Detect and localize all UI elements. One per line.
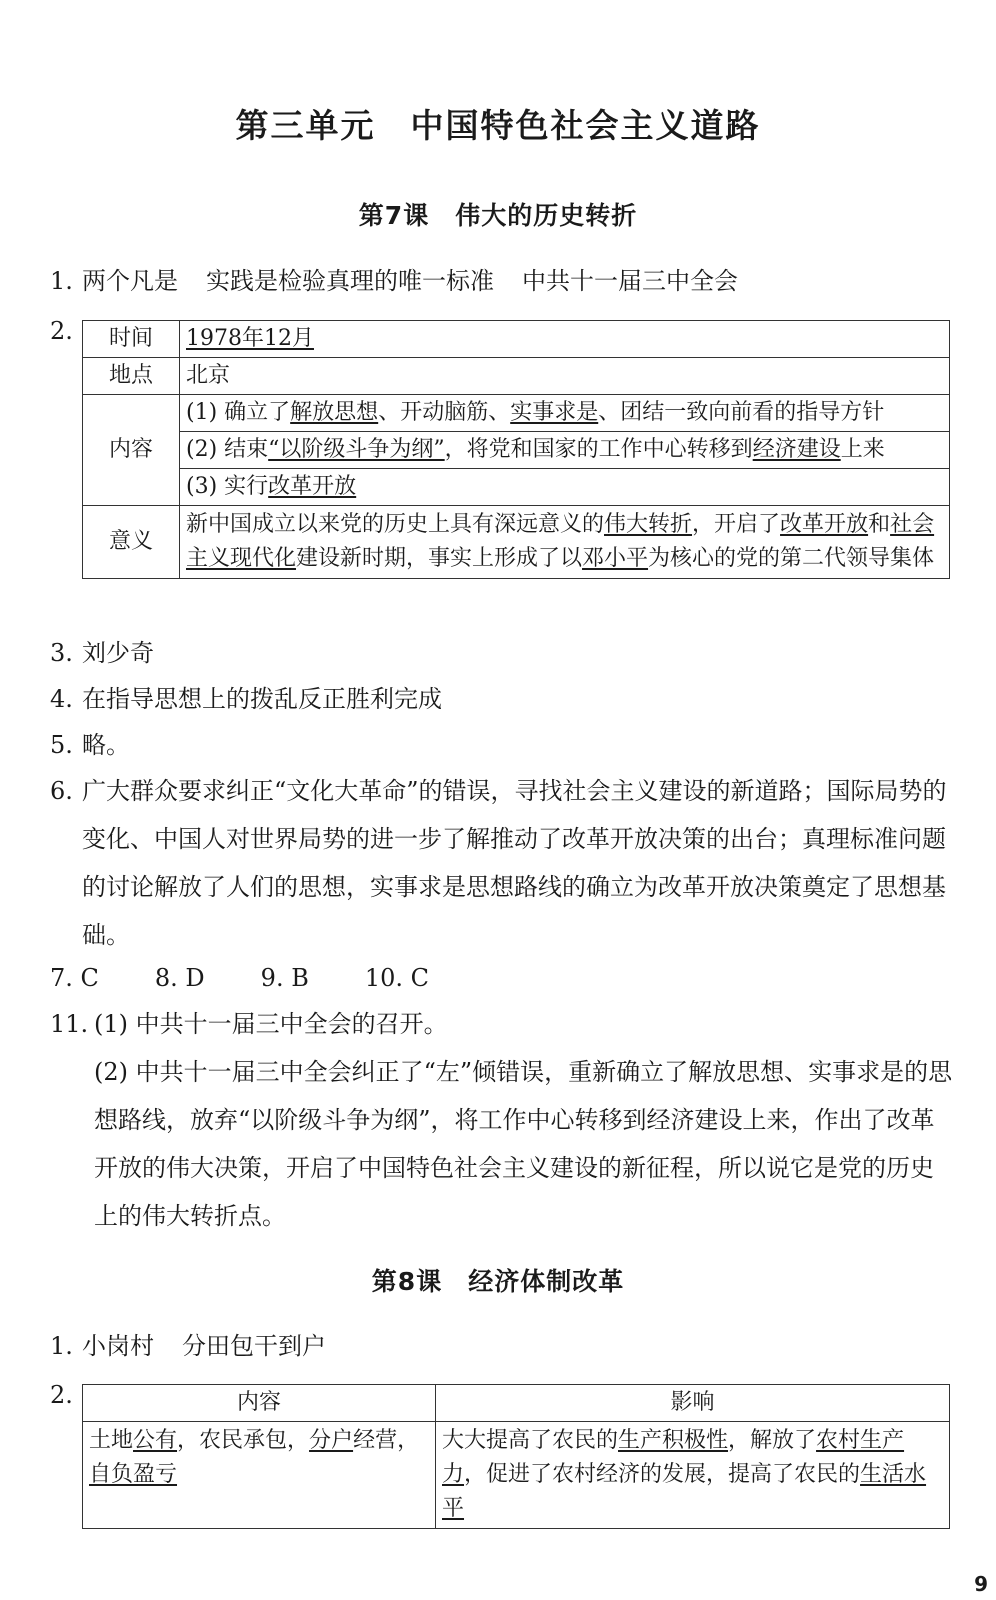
table-row bbox=[83, 395, 950, 432]
header-content: 内容 bbox=[83, 1385, 436, 1422]
l7-q5: 5. 略。 bbox=[50, 731, 130, 759]
l7-q11-num: 11. bbox=[50, 1010, 89, 1038]
table-row bbox=[83, 506, 950, 579]
answer-10: 10. C bbox=[364, 964, 430, 992]
place-label: 地点 bbox=[83, 358, 180, 395]
content-1: (1) 确立了解放思想、开动脑筋、实事求是、团结一致向前看的指导方针 bbox=[180, 395, 950, 432]
cell-content: 土地公有，农民承包，分户经营，自负盈亏 bbox=[83, 1422, 436, 1529]
content-2: (2) 结束“以阶级斗争为纲”，将党和国家的工作中心转移到经济建设上来 bbox=[180, 432, 950, 469]
l7-q11-p1: (1) 中共十一届三中全会的召开。 bbox=[94, 1010, 448, 1038]
l7-q7-10 bbox=[50, 963, 429, 993]
answer-7: 7. C bbox=[50, 964, 99, 992]
l7-q2-table bbox=[82, 320, 950, 579]
content-3: (3) 实行改革开放 bbox=[180, 469, 950, 506]
table-row bbox=[83, 1385, 950, 1422]
table-row bbox=[83, 321, 950, 358]
meaning-value: 新中国成立以来党的历史上具有深远意义的伟大转折，开启了改革开放和社会主义现代化建设新时期，事实上形成了以邓小平为核心的党的第二代领导集体 bbox=[180, 506, 950, 579]
place-value: 北京 bbox=[180, 358, 950, 395]
page-number: 9 bbox=[974, 1572, 988, 1596]
l8-q1: 1. 小岗村 分田包干到户 bbox=[50, 1332, 326, 1360]
answer-9: 9. B bbox=[260, 964, 309, 992]
table-row bbox=[83, 1422, 950, 1529]
l7-q1-num: 1. bbox=[50, 267, 73, 295]
l7-q6-num: 6. bbox=[50, 777, 73, 805]
l7-q1-a: 两个凡是 bbox=[82, 267, 178, 295]
l7-q2-num: 2. bbox=[50, 317, 73, 345]
meaning-label: 意义 bbox=[83, 506, 180, 579]
answer-8: 8. D bbox=[154, 964, 205, 992]
l8-q2-table bbox=[82, 1384, 950, 1529]
l7-q1-c: 中共十一届三中全会 bbox=[522, 267, 738, 295]
unit-title: 第三单元 中国特色社会主义道路 bbox=[235, 106, 761, 145]
content-label: 内容 bbox=[83, 395, 180, 506]
l7-q3: 3. 刘少奇 bbox=[50, 639, 154, 667]
time-value: 1978年12月 bbox=[180, 321, 950, 358]
l7-q1 bbox=[50, 266, 738, 296]
table-row bbox=[83, 432, 950, 469]
l7-q6-text: 广大群众要求纠正“文化大革命”的错误，寻找社会主义建设的新道路；国际局势的变化、中国人对世界局势的进一步了解推动了改革开放决策的出台；真理标准问题的讨论解放了人们的思想，实事求是思想路线的确立为改革开放决策奠定了思想基础。 bbox=[82, 777, 947, 949]
table-row bbox=[83, 469, 950, 506]
cell-effect: 大大提高了农民的生产积极性，解放了农村生产力，促进了农村经济的发展，提高了农民的生活水平 bbox=[436, 1422, 950, 1529]
time-label: 时间 bbox=[83, 321, 180, 358]
lesson7-title: 第7课 伟大的历史转折 bbox=[358, 201, 638, 230]
header-effect: 影响 bbox=[436, 1385, 950, 1422]
l7-q1-b: 实践是检验真理的唯一标准 bbox=[206, 267, 494, 295]
l7-q4: 4. 在指导思想上的拨乱反正胜利完成 bbox=[50, 685, 442, 713]
l7-q11-p2: (2) 中共十一届三中全会纠正了“左”倾错误，重新确立了解放思想、实事求是的思想路线，放弃“以阶级斗争为纲”，将工作中心转移到经济建设上来，作出了改革开放的伟大决策，开启了中国特色社会主义建设的新征程，所以说它是党的历史上的伟大转折点。 bbox=[94, 1058, 953, 1230]
lesson8-title: 第8课 经济体制改革 bbox=[371, 1267, 625, 1296]
l8-q2-num: 2. bbox=[50, 1381, 73, 1409]
table-row bbox=[83, 358, 950, 395]
